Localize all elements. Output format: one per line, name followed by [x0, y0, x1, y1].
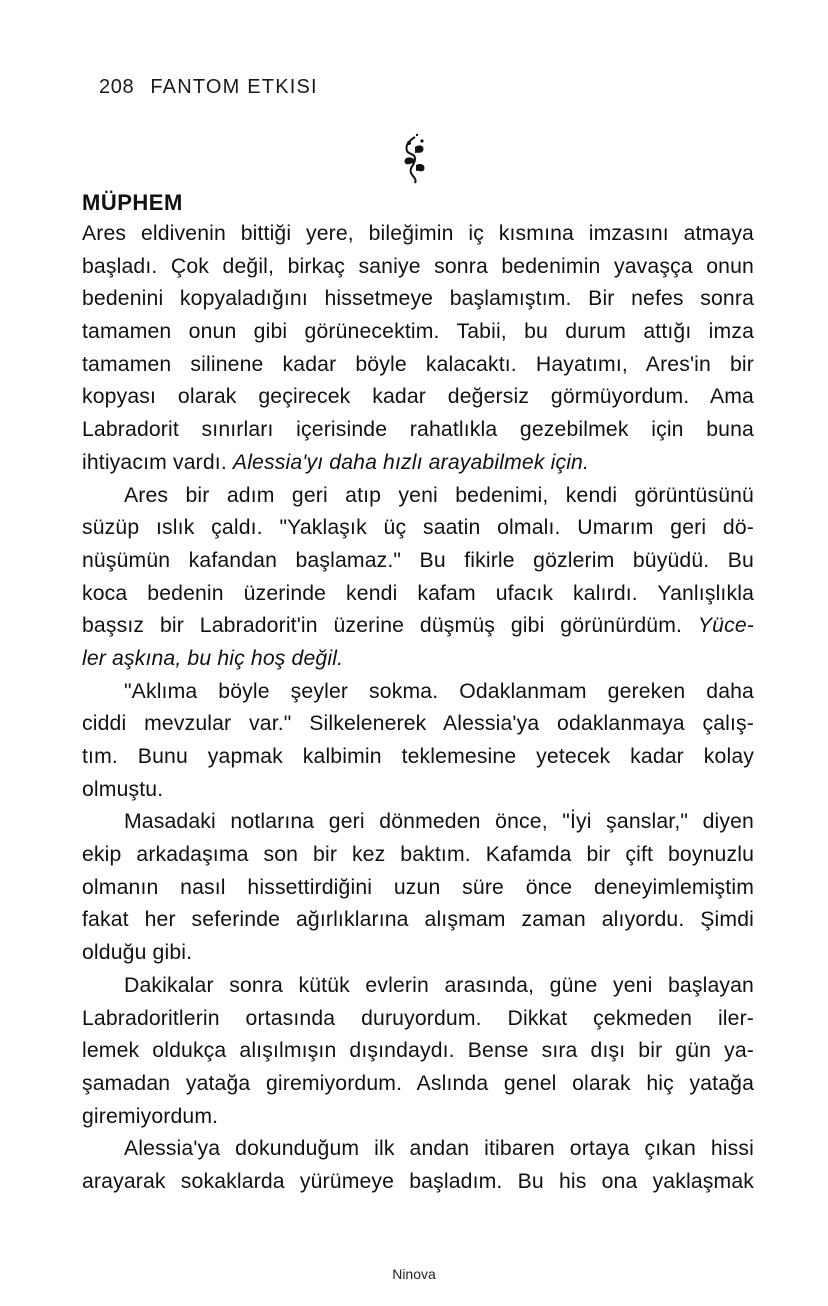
text-line [82, 349, 754, 382]
line-text: "Aklıma böyle şeyler sokma. Odaklanmam gereken daha [124, 679, 754, 703]
line-text: süzüp ıslık çaldı. "Yaklaşık üç saatin olmalı. Umarım geri dö- [82, 516, 754, 540]
line-text: tamamen onun gibi görünecektim. Tabii, bu durum attığı imza [82, 320, 754, 344]
text-line [82, 1068, 754, 1101]
line-text: nüşümün kafandan başlamaz." Bu fikirle gözlerim büyüdü. Bu [82, 548, 754, 572]
line-text: şamadan yatağa giremiyordum. Aslında genel olarak hiç yatağa [82, 1071, 754, 1095]
body-text [82, 218, 754, 1199]
text-line [82, 545, 754, 578]
line-text: fakat her seferinde ağırlıklarına alışmam zaman alıyordu. Şimdi [82, 908, 754, 932]
text-line [82, 1133, 754, 1166]
line-text: arayarak sokaklarda yürümeye başladım. Bu his ona yaklaşmak [82, 1169, 754, 1193]
running-head [99, 76, 318, 99]
line-text: tım. Bunu yapmak kalbimin teklemesine yetecek kadar kolay [82, 745, 754, 768]
page-number: 208 [99, 76, 135, 98]
text-line [82, 839, 754, 872]
text-line [82, 1035, 754, 1068]
line-text: ekip arkadaşıma son bir kez baktım. Kafamda bir çift boynuzlu [82, 843, 754, 867]
text-line [82, 578, 754, 611]
line-text: kopyası olarak geçirecek kadar değersiz görmüyordum. Ama [82, 385, 754, 409]
text-line [82, 480, 754, 513]
text-line [82, 643, 754, 676]
text-line [82, 512, 754, 545]
line-text: Alessia'ya dokunduğum ilk andan itibaren ortaya çıkan hissi [124, 1137, 754, 1161]
line-text: ciddi mevzular var." Silkelenerek Alessia'ya odaklanmaya çalış- [82, 712, 754, 736]
line-text: Labradoritlerin ortasında duruyordum. Dikkat çekmeden iler- [82, 1006, 754, 1030]
line-italic-text: Alessia'yı daha hızlı arayabilmek için. [232, 450, 590, 474]
line-text: bedenini kopyaladığını hissetmeye başlamıştım. Bir nefes sonra [82, 287, 754, 311]
text-line [82, 283, 754, 316]
line-text: Ares eldivenin bittiği yere, bileğimin iç kısmına imzasını atmaya [82, 222, 754, 245]
text-line [82, 1166, 754, 1199]
line-text: ihtiyacım vardı. [82, 450, 233, 474]
text-line [82, 970, 754, 1003]
text-line [82, 610, 754, 643]
publisher-footer: Ninova [392, 1266, 436, 1282]
line-text: tamamen silinene kadar böyle kalacaktı. Hayatımı, Ares'in bir [82, 352, 754, 376]
line-italic-text: Yüce- [697, 614, 754, 638]
line-text: başladı. Çok değil, birkaç saniye sonra bedenimin yavaşça onun [82, 254, 754, 278]
line-text: Ares bir adım geri atıp yeni bedenimi, kendi görüntüsünü [124, 483, 754, 507]
text-line [82, 904, 754, 937]
line-text: Dakikalar sonra kütük evlerin arasında, güne yeni başlayan [124, 973, 754, 997]
book-title: FANTOM ETKISI [150, 76, 318, 98]
text-line [82, 676, 754, 709]
text-line [82, 1101, 754, 1134]
line-text: Masadaki notlarına geri dönmeden önce, "İyi şanslar," diyen [124, 810, 754, 834]
text-line [82, 708, 754, 741]
line-text: olmanın nasıl hissettirdiğini uzun süre önce deneyimlemiştim [82, 875, 754, 899]
line-text: Labradorit sınırları içerisinde rahatlıkla gezebilmek için buna [82, 418, 754, 442]
text-line [82, 806, 754, 839]
vine-ornament-icon [395, 133, 435, 185]
text-line [82, 447, 754, 480]
text-line [82, 741, 754, 774]
text-line [82, 774, 754, 807]
text-line [82, 218, 754, 251]
line-text: olduğu gibi. [82, 941, 193, 965]
line-text: olmuştu. [82, 777, 164, 801]
text-line [82, 381, 754, 414]
line-text: başsız bir Labradorit'in üzerine düşmüş gibi görünürdüm. [82, 614, 698, 638]
section-heading: MÜPHEM [82, 190, 183, 215]
text-line [82, 251, 754, 284]
text-line [82, 1003, 754, 1036]
line-text: koca bedenin üzerinde kendi kafam ufacık kalırdı. Yanlışlıkla [82, 581, 754, 605]
line-italic-text: ler aşkına, bu hiç hoş değil. [82, 646, 344, 670]
text-line [82, 414, 754, 447]
text-line [82, 316, 754, 349]
text-line [82, 872, 754, 905]
line-text: giremiyordum. [82, 1104, 219, 1128]
line-text: lemek oldukça alışılmışın dışındaydı. Bense sıra dışı bir gün ya- [82, 1039, 754, 1063]
text-line [82, 937, 754, 970]
